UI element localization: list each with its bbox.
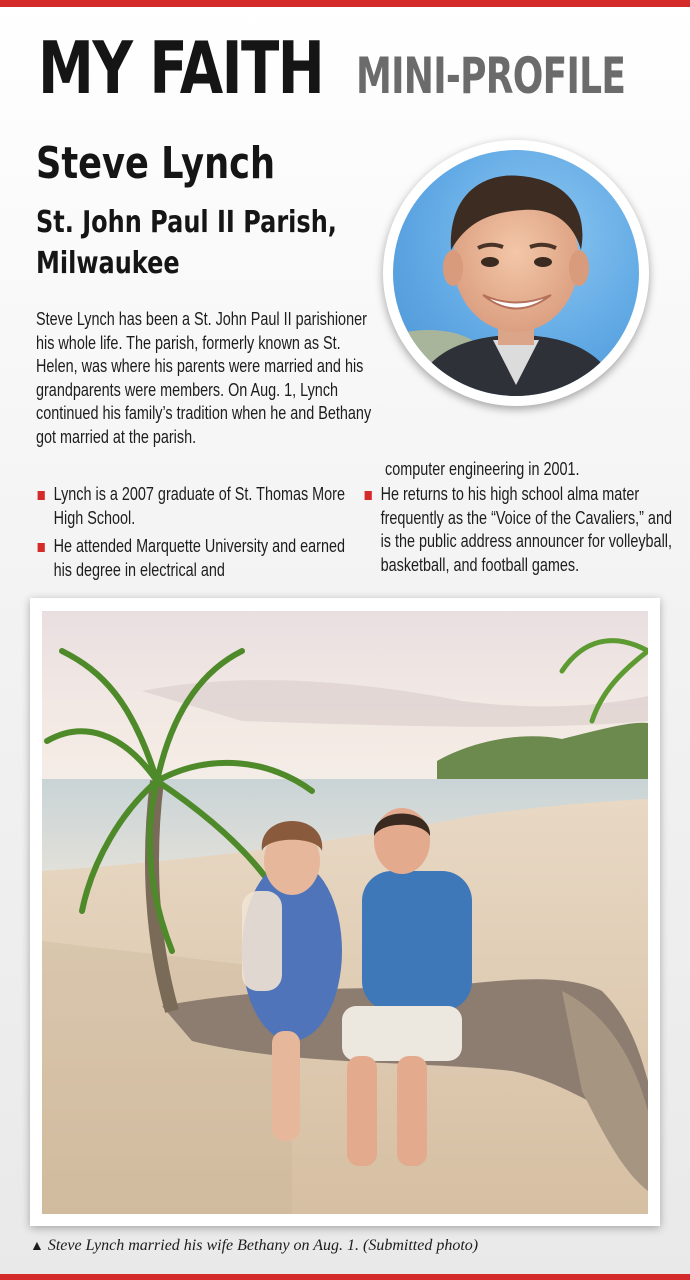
bullet-text: He attended Marquette University and earned his degree in electrical and xyxy=(53,536,345,580)
profile-name: Steve Lynch xyxy=(36,138,276,189)
caption-text: Steve Lynch married his wife Bethany on Aug. 1. (Submitted photo) xyxy=(47,1237,479,1254)
bullet-text: He returns to his high school alma mater frequently as the “Voice of the Cavaliers,” and is the public address announcer for volleyball, basketball, and football games. xyxy=(380,484,672,575)
portrait-image xyxy=(393,150,639,396)
top-rule xyxy=(0,0,690,7)
bullet-square-icon xyxy=(38,491,45,500)
masthead-title: MY FAITH xyxy=(38,26,324,110)
bullet-item xyxy=(363,483,683,577)
portrait-photo xyxy=(383,140,649,406)
beach-scene-illustration xyxy=(42,611,648,1214)
parish-line-1: St. John Paul II Parish, xyxy=(36,205,337,240)
bullet-square-icon xyxy=(38,543,45,552)
photo-caption xyxy=(30,1237,670,1255)
masthead-subtitle: MINI-PROFILE xyxy=(356,47,626,105)
bottom-rule xyxy=(0,1274,690,1280)
bullet-list-right xyxy=(363,483,683,577)
masthead xyxy=(38,26,668,110)
profile-parish xyxy=(36,202,372,284)
bullet-text: Lynch is a 2007 graduate of St. Thomas More High School. xyxy=(53,484,345,528)
bullet-item xyxy=(36,483,352,530)
parish-line-2: Milwaukee xyxy=(36,246,180,281)
triangle-up-icon: ▲ xyxy=(30,1239,44,1254)
wedding-photo-frame xyxy=(30,598,660,1226)
intro-paragraph: Steve Lynch has been a St. John Paul II parishioner his whole life. The parish, formerly known as St. Helen, was where his parents were married and his grandparents were members. On Aug. 1, Lynch continued his family’s tradition when he and Bethany got married at the parish. xyxy=(36,309,372,447)
wedding-photo xyxy=(42,611,648,1214)
bullet-continuation: computer engineering in 2001. xyxy=(385,459,580,479)
bullet-item xyxy=(36,535,352,582)
bullet-square-icon xyxy=(365,491,372,500)
portrait-illustration xyxy=(393,150,639,396)
bullet-list-left xyxy=(36,483,352,587)
